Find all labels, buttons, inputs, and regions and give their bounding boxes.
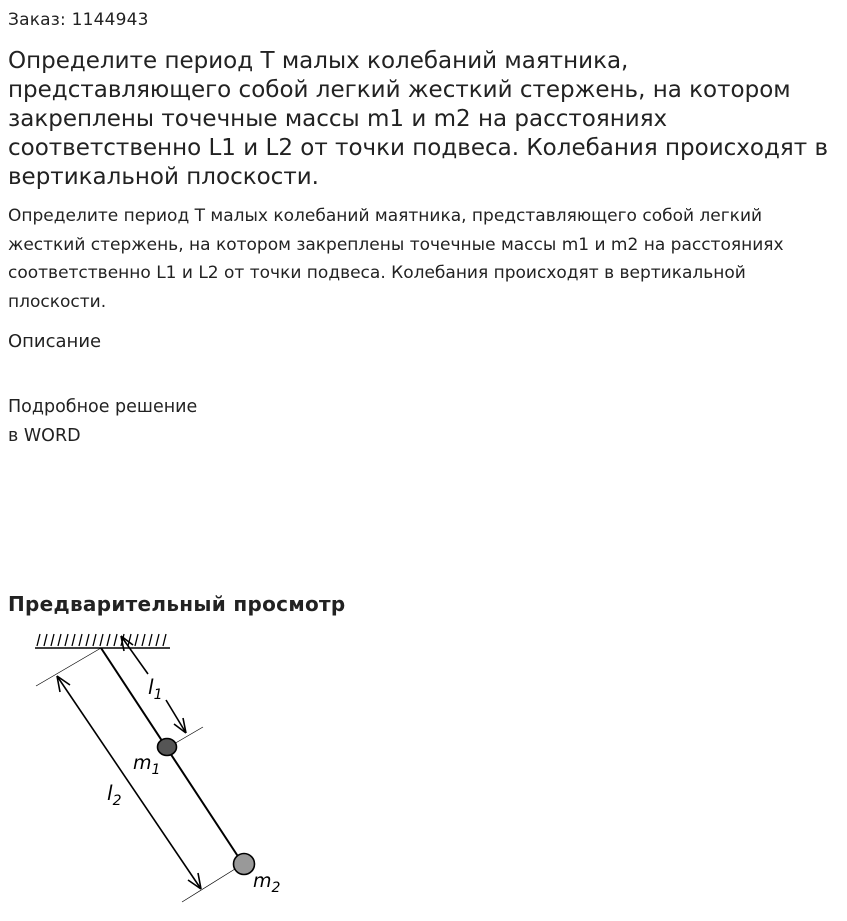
l2-dimension — [57, 676, 201, 889]
preview-title: Предварительный просмотр — [8, 592, 346, 616]
pendulum-diagram — [0, 620, 320, 920]
solution-line-2: в WORD — [8, 426, 81, 446]
mass-m2 — [234, 854, 255, 875]
problem-description: Определите период Т малых колебаний маятника, представляющего собой легкий жесткий стержень, на котором закреплены точечные массы m1 и m2 на расстояниях соответственно L1 и L2 от точки подвеса. Колебания происходят в вертикальной плоскости. — [8, 206, 784, 312]
problem-title: Определите период Т малых колебаний маятника, представляющего собой легкий жесткий стержень, на котором закреплены точечные массы m1 и m2 на расстояниях соответственно L1 и L2 от точки подвеса. Колебания происходят в вертикальной плоскости. — [8, 48, 828, 190]
order-number: Заказ: 1144943 — [8, 10, 149, 30]
mass-m1 — [158, 739, 177, 756]
solution-line-1: Подробное решение — [8, 397, 198, 417]
label-m1: $m_1$ — [133, 752, 161, 778]
label-l1: $l_1$ — [148, 675, 163, 703]
ceiling-support — [35, 634, 170, 648]
solution-info — [8, 393, 197, 451]
label-m2: $m_2$ — [253, 870, 281, 896]
dimension-extension-lines — [36, 648, 243, 902]
ceiling-hatching — [37, 634, 166, 646]
description-label: Описание — [8, 331, 102, 352]
label-l2: $l_2$ — [107, 781, 122, 809]
pendulum-rod — [101, 648, 243, 864]
l1-arrow-bottom — [174, 718, 186, 733]
